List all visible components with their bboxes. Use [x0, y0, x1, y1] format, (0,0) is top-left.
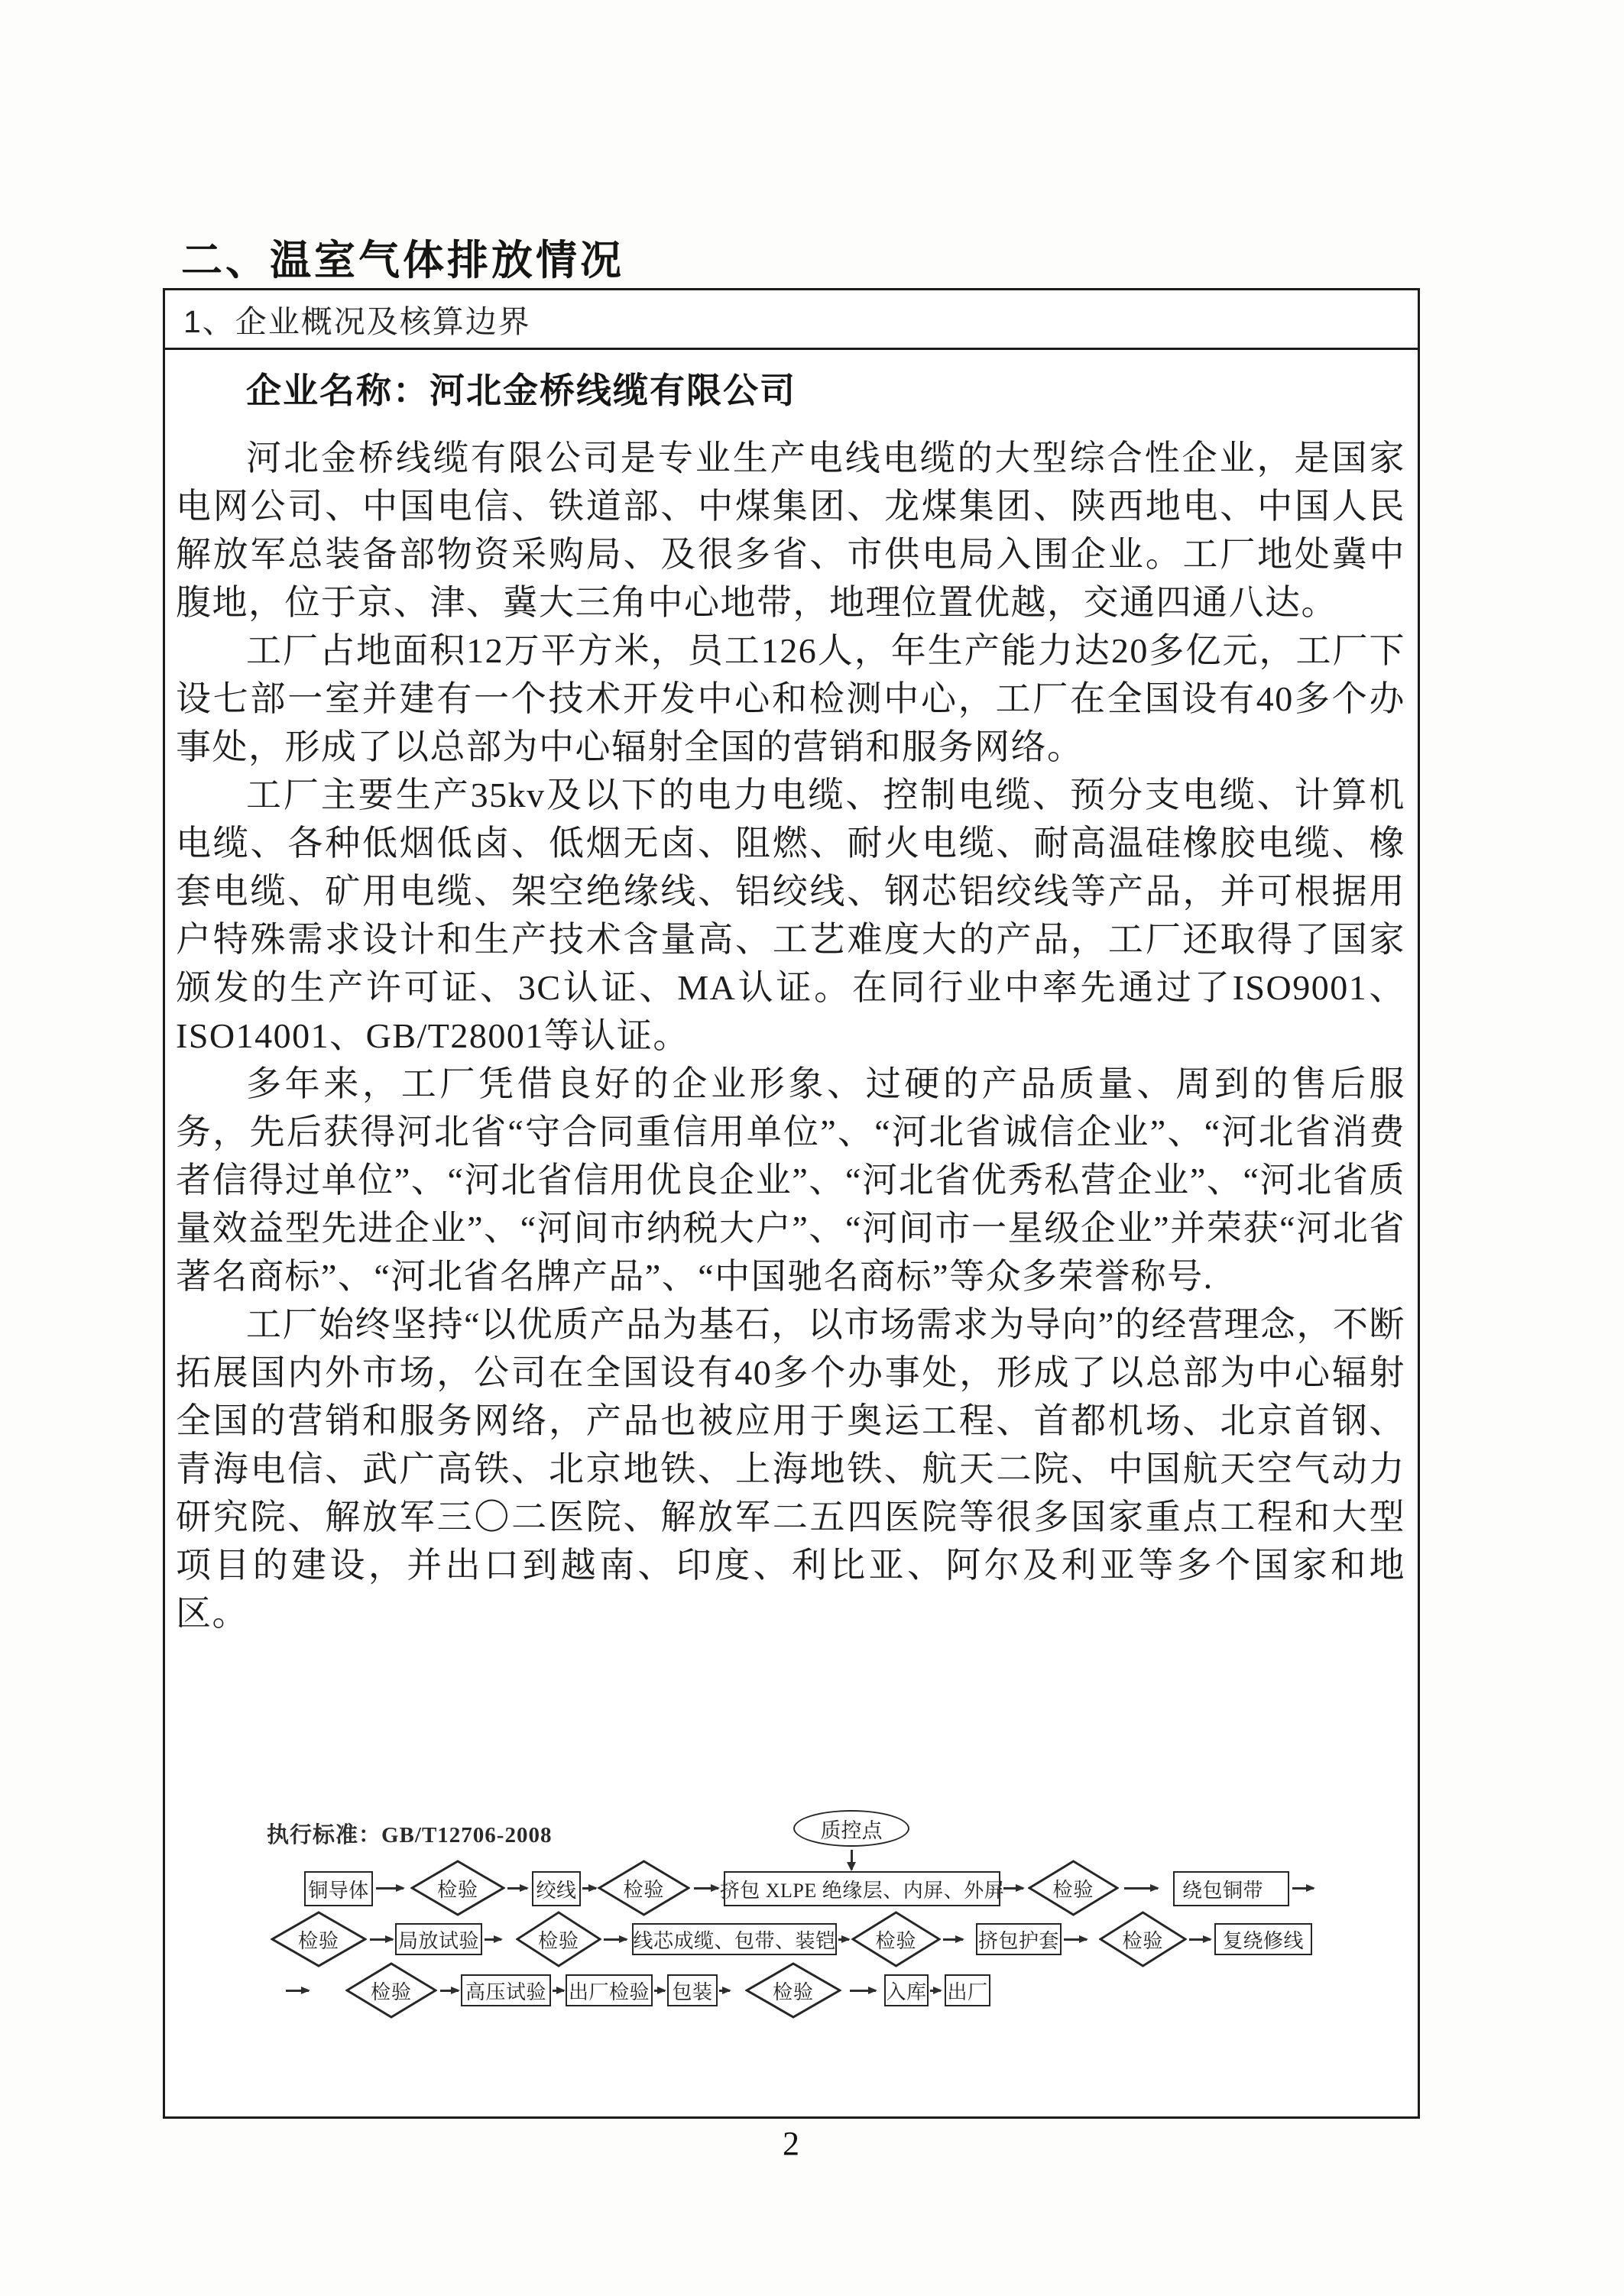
arrow-right-icon	[376, 1887, 404, 1890]
qc-point-oval	[793, 1810, 909, 1847]
arrow-right-icon	[1292, 1887, 1314, 1890]
flow-box-core-cabling-taping-armoring: 线芯成缆、包带、装铠	[632, 1923, 837, 1955]
flow-decision-inspection: 检验	[1028, 1860, 1119, 1916]
arrow-right-icon	[943, 1938, 963, 1941]
production-process-flowchart	[165, 1805, 1422, 2035]
flow-box-packaging: 包装	[667, 1974, 718, 2006]
page-number: 2	[783, 2125, 799, 2162]
arrow-right-icon	[370, 1938, 393, 1941]
paragraph: 河北金桥线缆有限公司是专业生产电线电缆的大型综合性企业，是国家电网公司、中国电信、铁道部、中煤集团、龙煤集团、陕西地电、中国人民解放军总装备部物资采购局、及很多省、市供电局入围企业。工厂地处冀中腹地，位于京、津、冀大三角中心地带，地理位置优越，交通四通八达。	[176, 439, 1405, 622]
arrow-right-icon	[654, 1990, 665, 1992]
arrow-right-icon	[440, 1990, 459, 1992]
arrow-right-icon	[1124, 1887, 1158, 1890]
flow-decision-inspection: 检验	[271, 1911, 367, 1967]
flow-decision-inspection: 检验	[1099, 1911, 1187, 1967]
arrow-right-icon	[553, 1990, 564, 1992]
flow-box-sheath-extrusion: 挤包护套	[976, 1923, 1062, 1955]
arrow-right-icon	[719, 1990, 730, 1992]
flow-box-shipment: 出厂	[945, 1974, 990, 2006]
company-name-label: 企业名称：	[246, 371, 430, 410]
arrow-right-icon	[507, 1887, 527, 1890]
company-name-line	[176, 368, 1405, 414]
arrow-right-icon	[838, 1938, 849, 1941]
arrow-right-icon	[582, 1887, 596, 1890]
flow-box-rewinding-repair: 复绕修线	[1214, 1923, 1312, 1955]
flow-box-warehousing: 入库	[884, 1974, 929, 2006]
company-name-value: 河北金桥线缆有限公司	[430, 371, 796, 410]
flow-decision-inspection: 检验	[745, 1962, 841, 2019]
report-form-table	[163, 288, 1420, 2119]
qc-point-label: 质控点	[820, 1818, 883, 1842]
arrow-right-icon	[1003, 1887, 1023, 1890]
section-header-label: 1、企业概况及核算边界	[183, 304, 531, 339]
arrow-right-icon	[1189, 1938, 1211, 1941]
flow-box-partial-discharge-test: 局放试验	[395, 1923, 482, 1955]
arrow-right-icon	[485, 1938, 501, 1941]
arrow-right-icon	[850, 1990, 876, 1992]
flow-box-stranding: 绞线	[532, 1871, 581, 1906]
execution-standard-label: 执行标准：GB/T12706-2008	[267, 1823, 553, 1847]
paragraph: 工厂主要生产35kv及以下的电力电缆、控制电缆、预分支电缆、计算机电缆、各种低烟低卤、低烟无卤、阻燃、耐火电缆、耐高温硅橡胶电缆、橡套电缆、矿用电缆、架空绝缘线、铝绞线、钢芯铝绞线等产品，并可根据用户特殊需求设计和生产技术含量高、工艺难度大的产品，工厂还取得了国家颁发的生产许可证、3C认证、MA认证。在同行业中率先通过了ISO9001、ISO14001、GB/T28001等认证。	[176, 776, 1405, 1055]
paragraph: 工厂始终坚持“以优质产品为基石，以市场需求为导向”的经营理念，不断拓展国内外市场，公司在全国设有40多个办事处，形成了以总部为中心辐射全国的营销和服务网络，产品也被应用于奥运工程、首都机场、北京首钢、青海电信、武广高铁、北京地铁、上海地铁、航天二院、中国航天空气动力研究院、解放军三〇二医院、解放军二五四医院等很多国家重点工程和大型项目的建设，并出口到越南、印度、利比亚、阿尔及利亚等多个国家和地区。	[176, 1305, 1405, 1633]
flow-decision-inspection: 检验	[345, 1962, 437, 2019]
section-body	[165, 350, 1418, 1637]
page-title: 二、温室气体排放情况	[181, 238, 624, 283]
flow-decision-inspection: 检验	[410, 1860, 505, 1916]
arrow-right-icon	[930, 1990, 941, 1992]
flow-decision-inspection: 检验	[598, 1860, 690, 1916]
flow-box-conductor: 铜导体	[304, 1871, 373, 1906]
flow-decision-inspection: 检验	[516, 1911, 601, 1967]
arrow-right-icon	[694, 1887, 718, 1890]
flow-box-xlpe-insulation: 挤包 XLPE 绝缘层、内屏、外屏	[724, 1871, 1000, 1906]
arrow-right-icon	[604, 1938, 627, 1941]
flow-box-high-voltage-test: 高压试验	[461, 1974, 551, 2006]
arrow-right-icon	[1064, 1938, 1087, 1941]
arrow-down-icon	[851, 1850, 853, 1870]
paragraph: 工厂占地面积12万平方米，员工126人，年生产能力达20多亿元，工厂下设七部一室并建有一个技术开发中心和检测中心，工厂在全国设有40多个办事处，形成了以总部为中心辐射全国的营销和服务网络。	[176, 631, 1405, 766]
section-header-row	[165, 290, 1418, 350]
flow-decision-inspection: 检验	[851, 1911, 941, 1967]
flow-box-factory-inspection: 出厂检验	[566, 1974, 653, 2006]
paragraph: 多年来，工厂凭借良好的企业形象、过硬的产品质量、周到的售后服务，先后获得河北省“守合同重信用单位”、“河北省诚信企业”、“河北省消费者信得过单位”、“河北省信用优良企业”、“河北省优秀私营企业”、“河北省质量效益型先进企业”、“河间市纳税大户”、“河间市一星级企业”并荣获“河北省著名商标”、“河北省名牌产品”、“中国驰名商标”等众多荣誉称号.	[176, 1064, 1405, 1296]
arrow-right-icon	[286, 1990, 309, 1992]
flow-box-copper-tape: 绕包铜带	[1173, 1871, 1289, 1906]
